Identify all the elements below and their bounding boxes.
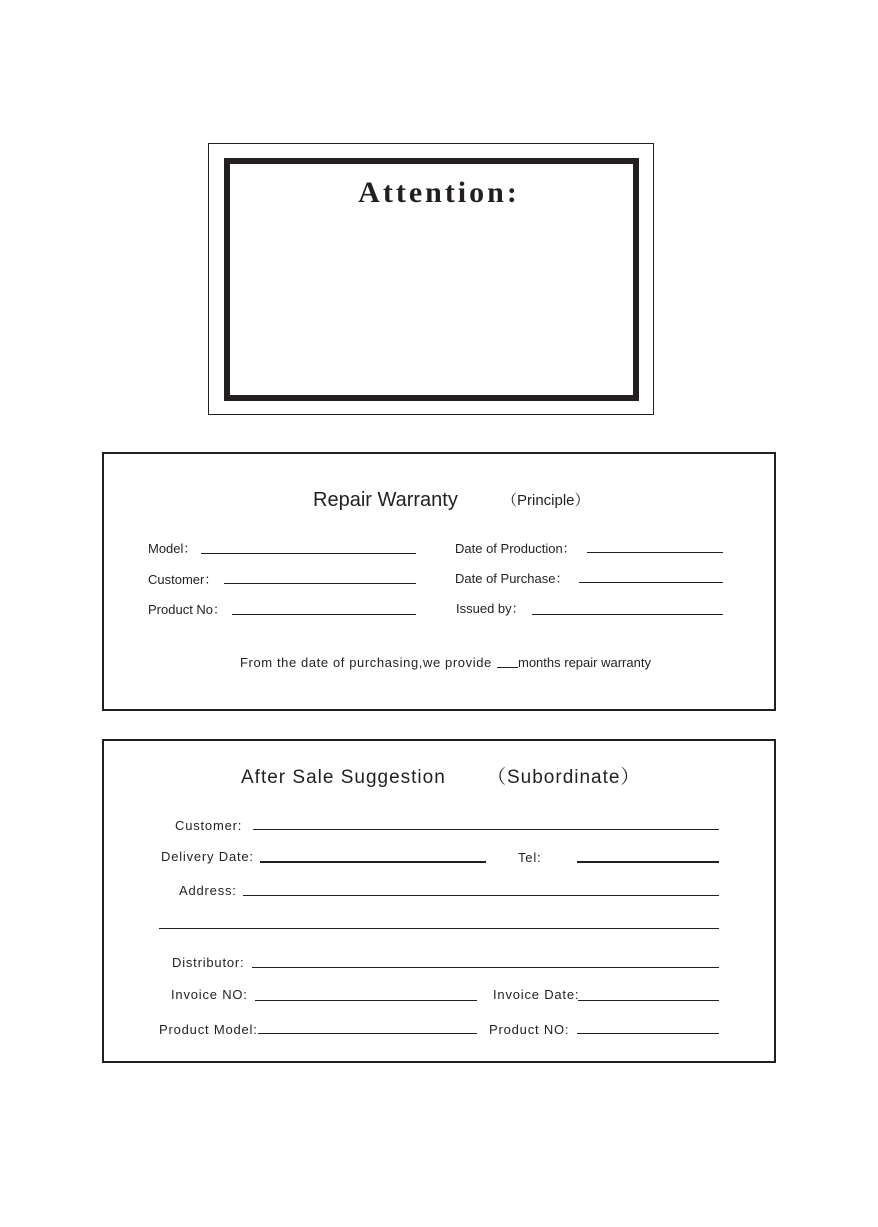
warranty-statement-start: From the date of purchasing,we provide: [240, 655, 492, 670]
warranty-issued-by-field[interactable]: [532, 614, 723, 615]
suggestion-invoice-date-field[interactable]: [578, 1000, 719, 1001]
suggestion-subtitle: （Subordinate）: [487, 767, 641, 788]
attention-title: Attention:: [358, 176, 520, 209]
suggestion-invoice-no-field[interactable]: [255, 1000, 477, 1001]
suggestion-address-field-line-2[interactable]: [159, 928, 719, 929]
warranty-customer-field[interactable]: [224, 583, 416, 584]
warranty-product-no-field[interactable]: [232, 614, 416, 615]
suggestion-product-model-field[interactable]: [258, 1033, 477, 1034]
suggestion-product-no-label: Product NO:: [489, 1022, 570, 1037]
warranty-product-no-label: Product No：: [148, 602, 227, 617]
suggestion-tel-field[interactable]: [577, 861, 719, 863]
warranty-statement-end: months repair warranty: [518, 655, 651, 670]
suggestion-delivery-date-field[interactable]: [260, 861, 486, 863]
warranty-model-field[interactable]: [201, 553, 416, 554]
warranty-date-of-production-label: Date of Production：: [455, 541, 576, 556]
warranty-months-field[interactable]: [497, 667, 518, 668]
suggestion-product-no-field[interactable]: [577, 1033, 719, 1034]
suggestion-distributor-field[interactable]: [252, 967, 719, 968]
suggestion-invoice-date-label: Invoice Date:: [493, 987, 580, 1002]
warranty-date-of-purchase-field[interactable]: [579, 582, 723, 583]
warranty-model-label: Model：: [148, 541, 197, 556]
suggestion-distributor-label: Distributor:: [172, 955, 245, 970]
warranty-date-of-purchase-label: Date of Purchase：: [455, 571, 569, 586]
warranty-title: Repair Warranty: [313, 489, 458, 511]
suggestion-address-label: Address:: [179, 883, 237, 898]
warranty-date-of-production-field[interactable]: [587, 552, 723, 553]
suggestion-delivery-date-label: Delivery Date:: [161, 849, 254, 864]
suggestion-customer-field[interactable]: [253, 829, 719, 830]
warranty-issued-by-label: Issued by：: [456, 601, 525, 616]
suggestion-customer-label: Customer:: [175, 818, 243, 833]
suggestion-title: After Sale Suggestion: [241, 767, 446, 788]
suggestion-tel-label: Tel:: [518, 850, 542, 865]
suggestion-address-field[interactable]: [243, 895, 719, 896]
suggestion-invoice-no-label: Invoice NO:: [171, 987, 248, 1002]
warranty-subtitle: （Principle）: [502, 492, 590, 509]
suggestion-product-model-label: Product Model:: [159, 1022, 258, 1037]
warranty-customer-label: Customer：: [148, 572, 218, 587]
